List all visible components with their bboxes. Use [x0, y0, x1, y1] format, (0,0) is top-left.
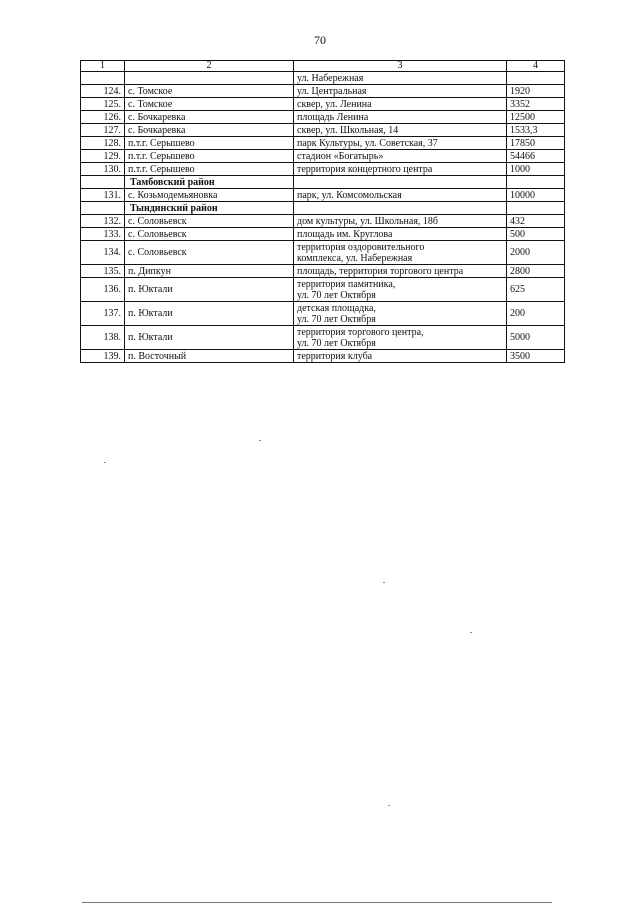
settlement-cell: с. Соловьевск: [125, 228, 294, 241]
area-cell: 625: [507, 278, 565, 302]
area-cell: 3500: [507, 350, 565, 363]
table-row: [81, 241, 565, 265]
object-cell: [294, 265, 507, 278]
table-row: [81, 278, 565, 302]
settlement-cell: с. Соловьевск: [125, 241, 294, 265]
column-header: 3: [294, 61, 507, 72]
table-row: [81, 265, 565, 278]
area-cell: 12500: [507, 111, 565, 124]
row-number-cell: 136.: [81, 278, 125, 302]
object-cell: [294, 98, 507, 111]
object-cell: [294, 189, 507, 202]
row-number-cell: 124.: [81, 85, 125, 98]
page-number: 70: [314, 33, 326, 47]
object-line: площадь, территория торгового центра: [297, 265, 464, 277]
object-line: территория торгового центра,: [297, 326, 424, 338]
settlement-cell: с. Соловьевск: [125, 215, 294, 228]
column-number-row: [81, 61, 565, 72]
settlement-cell: п.т.г. Серышево: [125, 163, 294, 176]
table-row: [81, 326, 565, 350]
area-cell: 1533,3: [507, 124, 565, 137]
area-cell: 2000: [507, 241, 565, 265]
object-line: парк, ул. Комсомольская: [297, 189, 402, 201]
row-number-cell: 138.: [81, 326, 125, 350]
object-line: территория концертного центра: [297, 163, 433, 175]
row-number-cell: 130.: [81, 163, 125, 176]
object-cell: [294, 302, 507, 326]
object-line: детская площадка,: [297, 302, 376, 314]
object-line: площадь им. Круглова: [297, 228, 393, 240]
row-number-cell: 137.: [81, 302, 125, 326]
table-row: [81, 350, 565, 363]
area-cell: 432: [507, 215, 565, 228]
table-row: [81, 302, 565, 326]
object-line: ул. 70 лет Октября: [297, 337, 376, 349]
settlement-cell: п. Юктали: [125, 326, 294, 350]
scan-speck: [388, 805, 390, 806]
district-name: Тындинский район: [125, 202, 294, 215]
scan-speck: [470, 632, 472, 633]
object-line: площадь Ленина: [297, 111, 369, 123]
row-number-cell: 125.: [81, 98, 125, 111]
row-number-cell: 139.: [81, 350, 125, 363]
locations-table: [80, 60, 565, 363]
object-line: дом культуры, ул. Школьная, 18б: [297, 215, 439, 227]
area-cell: 17850: [507, 137, 565, 150]
row-number-cell: 134.: [81, 241, 125, 265]
object-cell: [294, 137, 507, 150]
table-row: [81, 150, 565, 163]
table-row: [81, 111, 565, 124]
table-row: [81, 163, 565, 176]
object-line: территория клуба: [297, 350, 373, 362]
object-cell: [294, 124, 507, 137]
district-row: [81, 176, 565, 189]
scan-speck: [259, 440, 261, 441]
table-row: [81, 137, 565, 150]
object-line: территория оздоровительного: [297, 241, 425, 253]
object-line: сквер, ул. Школьная, 14: [297, 124, 399, 136]
table-row: [81, 228, 565, 241]
area-cell: 500: [507, 228, 565, 241]
row-number-cell: [81, 202, 125, 215]
object-line: сквер, ул. Ленина: [297, 98, 372, 110]
object-cell: [294, 150, 507, 163]
row-number-cell: 132.: [81, 215, 125, 228]
table-row: [81, 72, 565, 85]
object-cell: [294, 72, 507, 85]
area-cell: 3352: [507, 98, 565, 111]
column-header: 2: [125, 61, 294, 72]
area-cell: 2800: [507, 265, 565, 278]
area-cell: 54466: [507, 150, 565, 163]
area-cell: 1920: [507, 85, 565, 98]
area-cell: 200: [507, 302, 565, 326]
table-row: [81, 215, 565, 228]
settlement-cell: п. Дипкун: [125, 265, 294, 278]
row-number-cell: [81, 176, 125, 189]
row-number-cell: 129.: [81, 150, 125, 163]
row-number-cell: 126.: [81, 111, 125, 124]
district-row: [81, 202, 565, 215]
row-number-cell: 128.: [81, 137, 125, 150]
object-line: ул. 70 лет Октября: [297, 313, 376, 325]
area-cell: 5000: [507, 326, 565, 350]
area-cell: [507, 176, 565, 189]
settlement-cell: с. Томское: [125, 98, 294, 111]
area-cell: [507, 72, 565, 85]
object-cell: [294, 176, 507, 189]
object-cell: [294, 326, 507, 350]
object-cell: [294, 278, 507, 302]
scan-speck: [104, 462, 106, 463]
settlement-cell: [125, 72, 294, 85]
object-line: комплекса, ул. Набережная: [297, 252, 413, 264]
settlement-cell: с. Бочкаревка: [125, 124, 294, 137]
object-line: ул. 70 лет Октября: [297, 289, 376, 301]
table-row: [81, 85, 565, 98]
object-cell: [294, 111, 507, 124]
table-body: [81, 72, 565, 363]
object-cell: [294, 241, 507, 265]
object-cell: [294, 350, 507, 363]
area-cell: 1000: [507, 163, 565, 176]
column-header: 4: [507, 61, 565, 72]
column-header: 1: [81, 61, 125, 72]
area-cell: [507, 202, 565, 215]
settlement-cell: п. Юктали: [125, 302, 294, 326]
object-cell: [294, 215, 507, 228]
area-cell: 10000: [507, 189, 565, 202]
object-cell: [294, 85, 507, 98]
object-cell: [294, 228, 507, 241]
object-line: ул. Центральная: [297, 85, 367, 97]
bottom-rule: [82, 902, 552, 903]
settlement-cell: п. Восточный: [125, 350, 294, 363]
settlement-cell: п. Юктали: [125, 278, 294, 302]
object-cell: [294, 202, 507, 215]
settlement-cell: п.т.г. Серышево: [125, 137, 294, 150]
district-name: Тамбовский район: [125, 176, 294, 189]
table-row: [81, 189, 565, 202]
row-number-cell: 131.: [81, 189, 125, 202]
object-line: парк Культуры, ул. Советская, 37: [297, 137, 438, 149]
row-number-cell: 127.: [81, 124, 125, 137]
table-row: [81, 124, 565, 137]
row-number-cell: 133.: [81, 228, 125, 241]
row-number-cell: 135.: [81, 265, 125, 278]
scan-speck: [383, 582, 385, 583]
object-line: стадион «Богатырь»: [297, 150, 384, 162]
settlement-cell: с. Козьмодемьяновка: [125, 189, 294, 202]
settlement-cell: п.т.г. Серышево: [125, 150, 294, 163]
object-line: территория памятника,: [297, 278, 396, 290]
object-cell: [294, 163, 507, 176]
table-row: [81, 98, 565, 111]
settlement-cell: с. Бочкаревка: [125, 111, 294, 124]
object-line: ул. Набережная: [297, 72, 364, 84]
settlement-cell: с. Томское: [125, 85, 294, 98]
row-number-cell: [81, 72, 125, 85]
